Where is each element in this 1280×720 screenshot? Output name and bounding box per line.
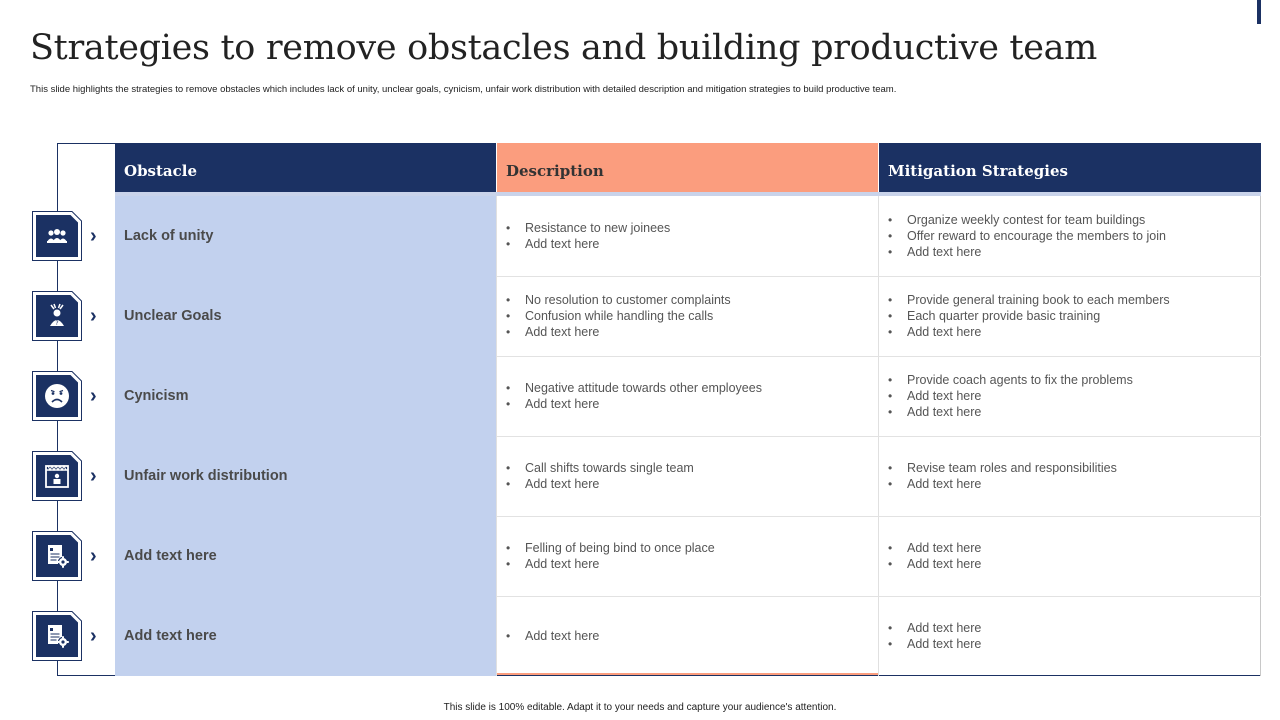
mitigation-item: • Provide general training book to each members xyxy=(888,292,1170,308)
description-list xyxy=(506,292,731,340)
description-item: • Resistance to new joinees xyxy=(506,220,670,236)
mitigation-item: • Add text here xyxy=(888,620,981,636)
description-item: • Add text here xyxy=(506,476,694,492)
sad-face-icon xyxy=(42,381,72,416)
mitigation-item: • Add text here xyxy=(888,388,1133,404)
frame-top-line xyxy=(57,143,115,144)
obstacle-name: Unfair work distribution xyxy=(124,468,288,484)
mitigation-item: • Add text here xyxy=(888,404,1133,420)
mitigation-item: • Add text here xyxy=(888,324,1170,340)
description-item: • Add text here xyxy=(506,324,731,340)
description-item: • Confusion while handling the calls xyxy=(506,308,731,324)
mitigation-list xyxy=(888,372,1133,420)
mitigation-list xyxy=(888,540,981,572)
row-divider xyxy=(497,436,1261,437)
workstation-icon xyxy=(42,461,72,496)
description-list xyxy=(506,540,715,572)
document-gear-icon xyxy=(42,621,72,656)
description-item: • No resolution to customer complaints xyxy=(506,292,731,308)
obstacle-name: Add text here xyxy=(124,628,217,644)
row-icon-card xyxy=(32,371,82,421)
confused-person-icon xyxy=(42,301,72,336)
mitigation-item: • Offer reward to encourage the members to join xyxy=(888,228,1166,244)
description-item: • Add text here xyxy=(506,556,715,572)
slide-footer: This slide is 100% editable. Adapt it to your needs and capture your audience's attention. xyxy=(443,702,837,713)
description-list xyxy=(506,220,670,252)
header-description: Description xyxy=(497,149,878,192)
description-list xyxy=(506,460,694,492)
mitigation-item: • Provide coach agents to fix the problems xyxy=(888,372,1133,388)
mitigation-list xyxy=(888,460,1117,492)
obstacle-name: Add text here xyxy=(124,548,217,564)
chevron-right-icon: › xyxy=(90,545,97,567)
mitigation-item: • Organize weekly contest for team buildings xyxy=(888,212,1166,228)
description-item: • Add text here xyxy=(506,396,762,412)
description-item: • Add text here xyxy=(506,236,670,252)
mitigation-list xyxy=(888,212,1166,260)
row-divider xyxy=(497,516,1261,517)
mitigation-item: • Add text here xyxy=(888,244,1166,260)
obstacle-name: Lack of unity xyxy=(124,228,214,244)
slide-subtitle: This slide highlights the strategies to remove obstacles which includes lack of unity, unclear goals, cynicism, unfair work distribution with detailed description and mitigation strategies to build productive team. xyxy=(30,84,897,95)
description-item: • Felling of being bind to once place xyxy=(506,540,715,556)
slide-title: Strategies to remove obstacles and building productive team xyxy=(30,28,1098,68)
obstacles-table xyxy=(115,143,1261,676)
description-list xyxy=(506,628,599,644)
svg-text:?: ? xyxy=(55,320,59,327)
document-gear-icon xyxy=(42,541,72,576)
chevron-right-icon: › xyxy=(90,465,97,487)
description-list xyxy=(506,380,762,412)
mitigation-item: • Add text here xyxy=(888,556,981,572)
chevron-right-icon: › xyxy=(90,385,97,407)
mitigation-item: • Add text here xyxy=(888,476,1117,492)
mitigation-list xyxy=(888,620,981,652)
header-mitigation: Mitigation Strategies xyxy=(879,149,1261,192)
row-icon-card xyxy=(32,611,82,661)
mitigation-item: • Each quarter provide basic training xyxy=(888,308,1170,324)
header-obstacle: Obstacle xyxy=(115,149,496,192)
obstacle-column-bg xyxy=(115,196,496,676)
mitigation-list xyxy=(888,292,1170,340)
obstacle-name: Unclear Goals xyxy=(124,308,222,324)
mitigation-item: • Add text here xyxy=(888,636,981,652)
chevron-right-icon: › xyxy=(90,305,97,327)
header-separator xyxy=(115,192,1261,196)
description-item: • Negative attitude towards other employees xyxy=(506,380,762,396)
mitigation-item: • Add text here xyxy=(888,540,981,556)
description-item: • Call shifts towards single team xyxy=(506,460,694,476)
description-item: • Add text here xyxy=(506,628,599,644)
mitigation-item: • Revise team roles and responsibilities xyxy=(888,460,1117,476)
row-icon-card xyxy=(32,531,82,581)
description-bottom-accent xyxy=(497,673,878,675)
team-icon xyxy=(42,221,72,256)
corner-accent-bar xyxy=(1257,0,1261,24)
chevron-right-icon: › xyxy=(90,225,97,247)
row-divider xyxy=(497,356,1261,357)
row-divider xyxy=(497,276,1261,277)
chevron-right-icon: › xyxy=(90,625,97,647)
row-icon-card xyxy=(32,291,82,341)
obstacle-name: Cynicism xyxy=(124,388,189,404)
row-icon-card xyxy=(32,211,82,261)
row-divider xyxy=(497,596,1261,597)
row-icon-card xyxy=(32,451,82,501)
